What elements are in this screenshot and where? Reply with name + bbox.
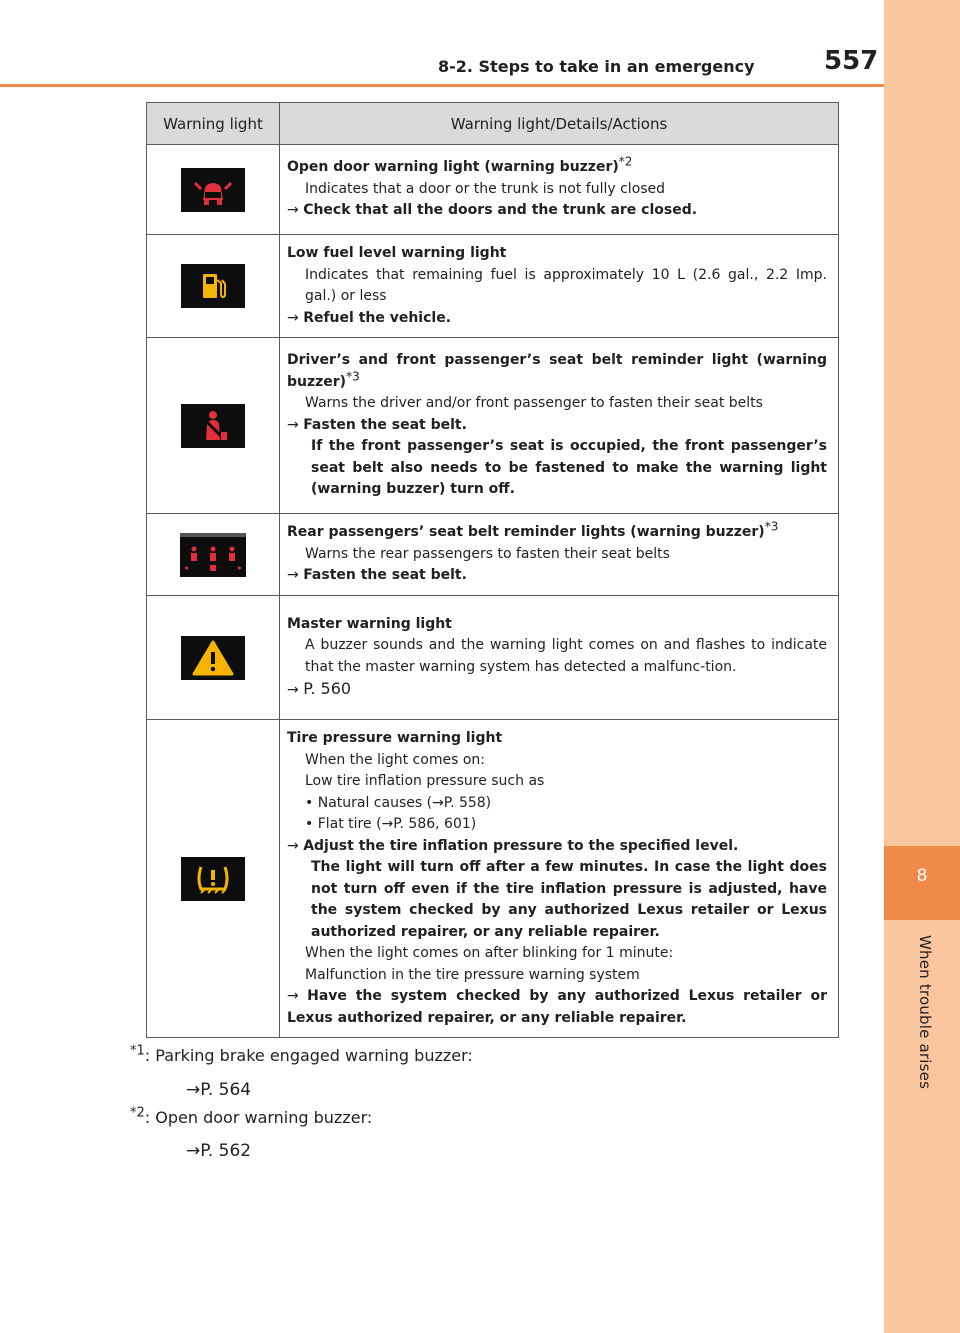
row-action: Have the system checked by any authorized Lexus retailer or Lexus authorized repairer, or any reliable repairer. [287, 988, 827, 1026]
chapter-label: When trouble arises [916, 935, 934, 1090]
row-detail: When the light comes on after blinking for 1 minute: [305, 945, 674, 961]
table-row [147, 338, 839, 514]
row-title: Open door warning light (warning buzzer) [287, 159, 619, 176]
footnote-text: : Parking brake engaged warning buzzer: [144, 1046, 473, 1065]
row-detail: A buzzer sounds and the warning light comes on and flashes to indicate that the master warning system has detected a malfunc-tion. [305, 637, 827, 675]
row-title: Rear passengers’ seat belt reminder lights (warning buzzer) [287, 524, 765, 541]
master-warning-icon [181, 636, 245, 680]
footnote-mark: *3 [764, 519, 779, 534]
column-header-warning-light: Warning light [147, 103, 280, 145]
footnote [130, 1105, 373, 1127]
row-action: Adjust the tire inflation pressure to the specified level. [303, 837, 739, 854]
chapter-sidebar [884, 0, 960, 1333]
row-action: Fasten the seat belt. [303, 567, 467, 584]
row-detail: Indicates that a door or the trunk is not fully closed [305, 180, 666, 197]
row-action: Check that all the doors and the trunk are closed. [303, 202, 698, 219]
row-detail: Warns the rear passengers to fasten their seat belts [305, 545, 670, 562]
column-header-details: Warning light/Details/Actions [280, 103, 839, 145]
footnote-mark: *2 [130, 1105, 145, 1121]
table-row [147, 514, 839, 596]
arrow-icon: → [287, 416, 304, 433]
tire-pressure-icon [181, 857, 245, 901]
footnote-text: : Open door warning buzzer: [144, 1108, 373, 1127]
row-detail: Low tire inflation pressure such as [305, 773, 545, 789]
row-detail: Indicates that remaining fuel is approximately 10 L (2.6 gal., 2.2 Imp. gal.) or less [305, 266, 827, 304]
footnote-reference[interactable]: →P. 564 [186, 1080, 252, 1100]
arrow-icon: → [287, 567, 304, 584]
footnote-reference[interactable]: →P. 562 [186, 1141, 252, 1161]
section-title: 8-2. Steps to take in an emergency [438, 57, 755, 76]
footnote-mark: *2 [618, 154, 633, 169]
row-action-note: The light will turn off after a few minutes. In case the light does not turn off even if the tire inflation pressure is adjusted, have the system checked by any authorized Lexus retailer or Lexus authorized repairer, or any reliable repairer. [311, 859, 827, 940]
open-door-icon [181, 168, 245, 212]
bullet-text[interactable]: Natural causes (→P. 558) [317, 794, 492, 811]
bullet-text[interactable]: Flat tire (→P. 586, 601) [317, 816, 477, 832]
arrow-icon: → [287, 682, 304, 698]
header-rule [0, 84, 884, 87]
page-reference-link[interactable]: P. 560 [303, 679, 352, 698]
arrow-icon: → [287, 988, 308, 1004]
arrow-icon: → [287, 837, 304, 854]
table-row [147, 596, 839, 720]
row-detail: When the light comes on: [305, 751, 485, 768]
footnote-mark: *3 [346, 369, 360, 384]
footnote-mark: *1 [130, 1043, 145, 1059]
row-detail: Malfunction in the tire pressure warning system [305, 966, 640, 983]
chapter-tab[interactable]: 8 [884, 846, 960, 920]
table-row [147, 235, 839, 338]
table-header-row [147, 103, 839, 145]
page-number: 557 [824, 46, 879, 76]
row-action-note: If the front passenger’s seat is occupied, the front passenger’s seat belt also needs to be fastened to make the warning light (warning buzzer) turn off. [311, 438, 827, 498]
arrow-icon: → [287, 309, 304, 326]
row-title: Driver’s and front passenger’s seat belt reminder light (warning buzzer) [287, 352, 827, 390]
table-row [147, 720, 839, 1038]
row-action: Fasten the seat belt. [303, 416, 467, 433]
page-header [0, 0, 884, 88]
row-title: Tire pressure warning light [287, 730, 503, 746]
row-detail: Warns the driver and/or front passenger to fasten their seat belts [305, 395, 763, 412]
fuel-pump-icon [181, 264, 245, 308]
warning-light-table [146, 102, 839, 1038]
row-title: Master warning light [287, 615, 452, 632]
footnote [130, 1043, 473, 1065]
rear-seat-belt-icon [180, 533, 246, 577]
seat-belt-icon [181, 404, 245, 448]
list-item: • Flat tire (→P. 586, 601) [305, 816, 477, 832]
list-item: • Natural causes (→P. 558) [305, 794, 492, 811]
row-action: Refuel the vehicle. [303, 309, 452, 326]
table-row [147, 145, 839, 235]
row-title: Low fuel level warning light [287, 245, 507, 261]
arrow-icon: → [287, 202, 304, 219]
